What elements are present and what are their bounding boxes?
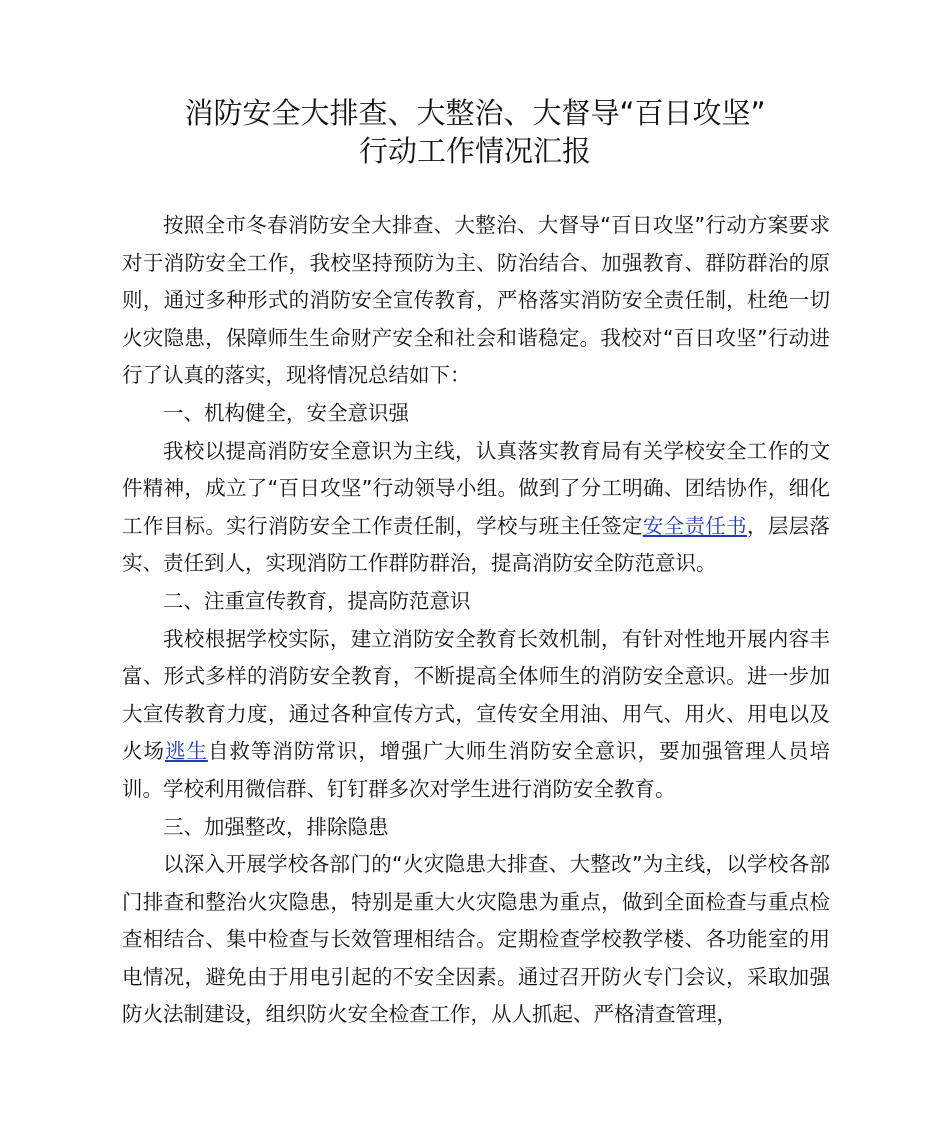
document-body [122, 207, 830, 1034]
section-2-text-after: 自救等消防常识，增强广大师生消防安全意识，要加强管理人员培训。学校利用微信群、钉钉群多次对学生进行消防安全教育。 [122, 739, 830, 801]
section-1-text-after: ，层层落实、责任到人，实现消防工作群防群治，提高消防安全防范意识。 [122, 513, 831, 576]
section-1-paragraph [122, 433, 830, 583]
document-title [0, 94, 950, 170]
section-2-paragraph [122, 621, 830, 809]
title-line-1: 消防安全大排查、大整治、大督导“百日攻坚” [184, 96, 766, 130]
title-line-2: 行动工作情况汇报 [358, 134, 591, 168]
section-heading-3: 三、加强整改，排除隐患 [163, 814, 389, 839]
escape-link[interactable]: 逃生 [164, 739, 208, 764]
intro-paragraph: 按照全市冬春消防安全大排查、大整治、大督导“百日攻坚”行动方案要求对于消防安全工作，我校坚持预防为主、防治结合、加强教育、群防群治的原则，通过多种形式的消防安全宣传教育，严格落实消防安全责任制，杜绝一切火灾隐患，保障师生生命财产安全和社会和谐稳定。我校对“百日攻坚”行动进行了认真的落实，现将情况总结如下： [122, 213, 830, 388]
safety-responsibility-link[interactable]: 安全责任书 [642, 513, 748, 538]
section-heading-2: 二、注重宣传教育，提高防范意识 [163, 588, 471, 613]
section-3-paragraph: 以深入开展学校各部门的“火灾隐患大排查、大整改”为主线，以学校各部门排查和整治火灾隐患，特别是重大火灾隐患为重点，做到全面检查与重点检查相结合、集中检查与长效管理相结合。定期检查学校教学楼、各功能室的用电情况，避免由于用电引起的不安全因素。通过召开防火专门会议，采取加强防火法制建设，组织防火安全检查工作，从人抓起、严格清查管理， [122, 852, 830, 1027]
section-heading-1: 一、机构健全，安全意识强 [163, 400, 409, 425]
section-1-text-before: 我校以提高消防安全意识为主线，认真落实教育局有关学校安全工作的文件精神，成立了“百日攻坚”行动领导小组。做到了分工明确、团结协作，细化工作目标。实行消防安全工作责任制，学校与班主任签定 [122, 438, 830, 538]
section-2-text-before: 我校根据学校实际，建立消防安全教育长效机制，有针对性地开展内容丰富、形式多样的消防安全教育，不断提高全体师生的消防安全意识。进一步加大宣传教育力度，通过各种宣传方式，宣传安全用油、用气、用火、用电以及火场 [122, 626, 830, 764]
